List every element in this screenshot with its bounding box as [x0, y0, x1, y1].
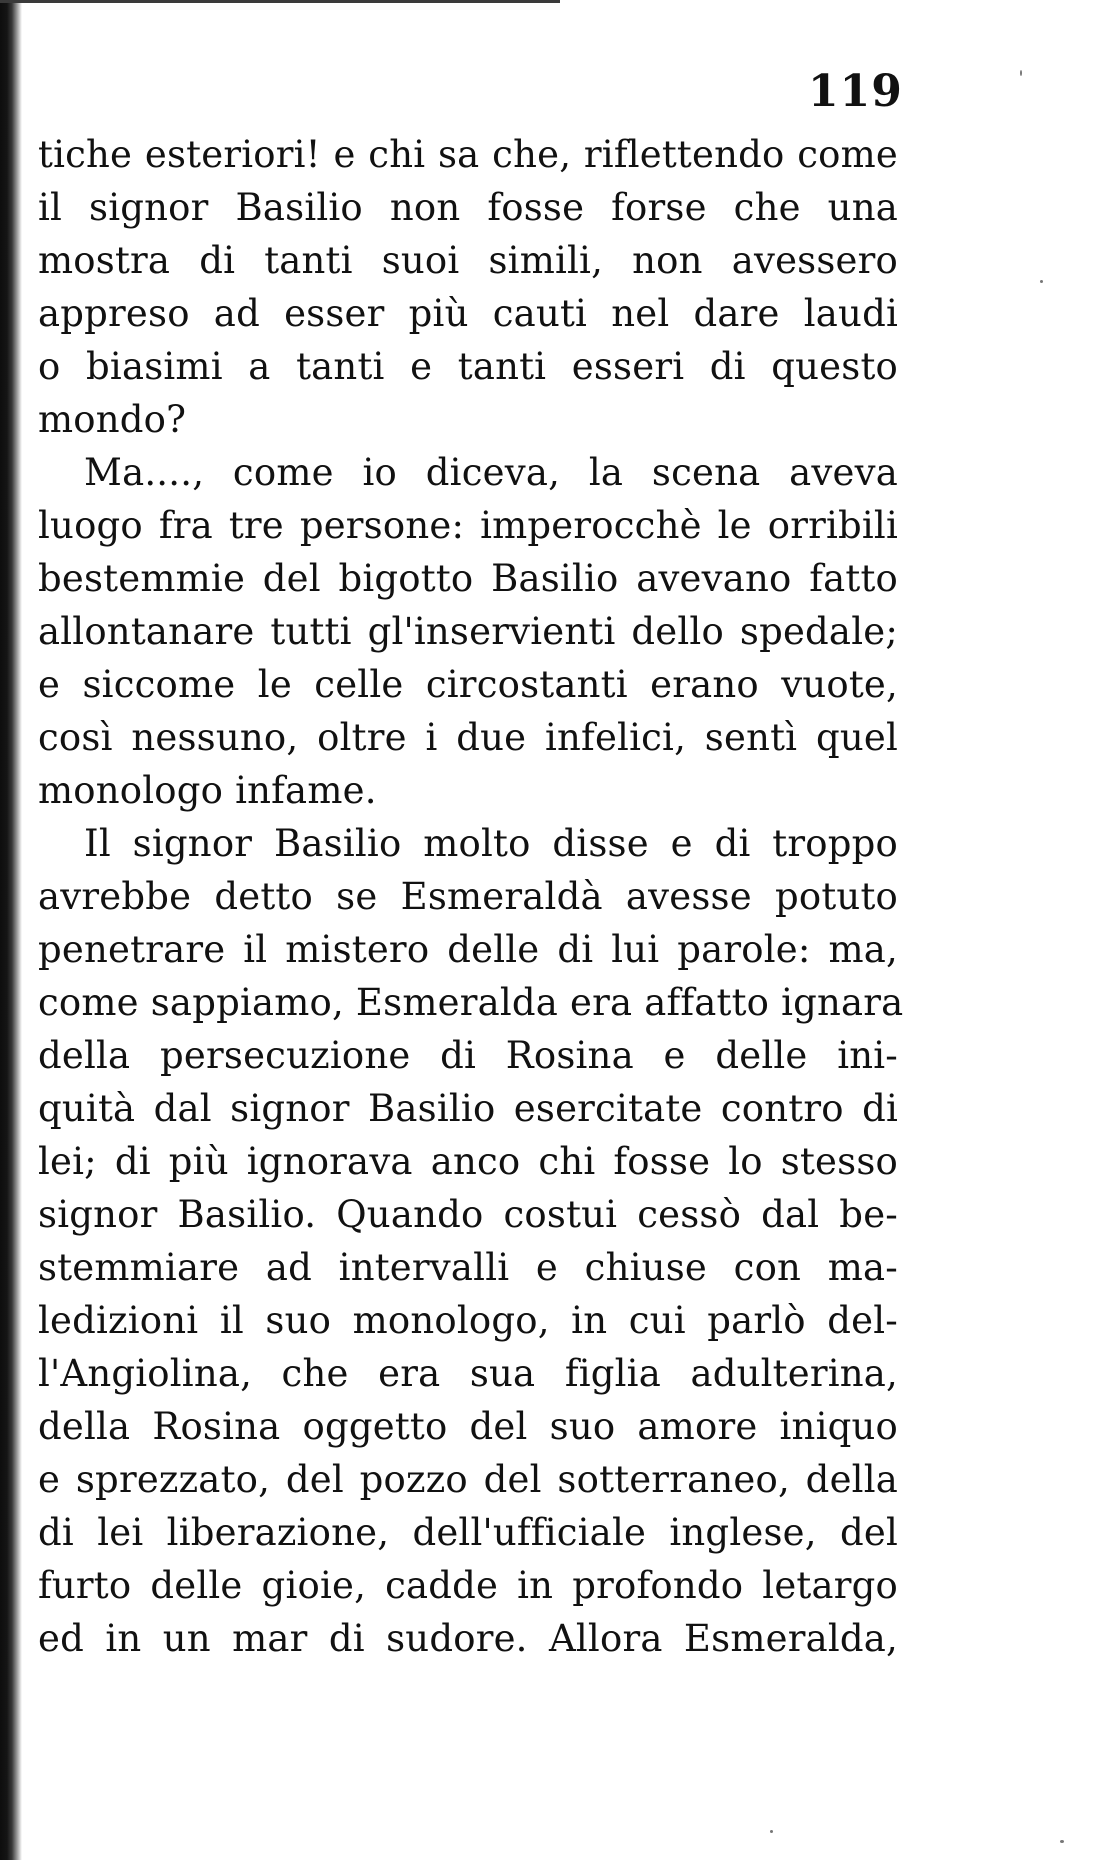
text-line: così nessuno, oltre i due infelici, sentì quel — [38, 716, 898, 759]
text-line: penetrare il mistero delle di lui parole: ma, — [38, 928, 898, 971]
text-line: Ma...., come io diceva, la scena aveva — [84, 451, 898, 494]
text-line: Il signor Basilio molto disse e di troppo — [84, 822, 898, 865]
text-line: furto delle gioie, cadde in profondo letargo — [38, 1564, 898, 1607]
text-line: o biasimi a tanti e tanti esseri di questo — [38, 345, 898, 388]
body-text — [38, 128, 904, 1665]
text-line: come sappiamo, Esmeralda era affatto ignara — [38, 981, 904, 1024]
scan-speck — [1040, 280, 1043, 283]
text-line: e siccome le celle circostanti erano vuote, — [38, 663, 898, 706]
page-number: 119 — [808, 66, 903, 117]
scan-speck — [1020, 70, 1022, 76]
text-line: quità dal signor Basilio esercitate contro di — [38, 1087, 898, 1130]
text-line: ledizioni il suo monologo, in cui parlò del- — [38, 1299, 898, 1342]
text-line: luogo fra tre persone: imperocchè le orribili — [38, 504, 898, 547]
text-line: mostra di tanti suoi simili, non avessero — [38, 239, 898, 282]
binding-edge — [0, 0, 22, 1860]
top-rule — [0, 0, 560, 3]
text-line: signor Basilio. Quando costui cessò dal be- — [38, 1193, 898, 1236]
text-line: tiche esteriori! e chi sa che, riflettendo come — [38, 133, 898, 176]
text-line: della Rosina oggetto del suo amore iniquo — [38, 1405, 898, 1448]
text-line: ed in un mar di sudore. Allora Esmeralda, — [38, 1617, 898, 1660]
text-line: mondo? — [38, 398, 187, 441]
text-line: di lei liberazione, dell'ufficiale inglese, del — [38, 1511, 898, 1554]
text-line: stemmiare ad intervalli e chiuse con ma- — [38, 1246, 898, 1289]
text-line: monologo infame. — [38, 769, 377, 812]
text-line: della persecuzione di Rosina e delle ini- — [38, 1034, 898, 1077]
scan-speck — [1060, 1840, 1064, 1843]
text-line: avrebbe detto se Esmeraldà avesse potuto — [38, 875, 898, 918]
text-line: lei; di più ignorava anco chi fosse lo stesso — [38, 1140, 898, 1183]
scan-speck — [770, 1830, 773, 1833]
text-line: il signor Basilio non fosse forse che una — [38, 186, 898, 229]
text-line: e sprezzato, del pozzo del sotterraneo, della — [38, 1458, 898, 1501]
text-line: allontanare tutti gl'inservienti dello spedale; — [38, 610, 898, 653]
text-line: appreso ad esser più cauti nel dare laudi — [38, 292, 898, 335]
text-line: bestemmie del bigotto Basilio avevano fatto — [38, 557, 898, 600]
text-line: l'Angiolina, che era sua figlia adulterina, — [38, 1352, 898, 1395]
